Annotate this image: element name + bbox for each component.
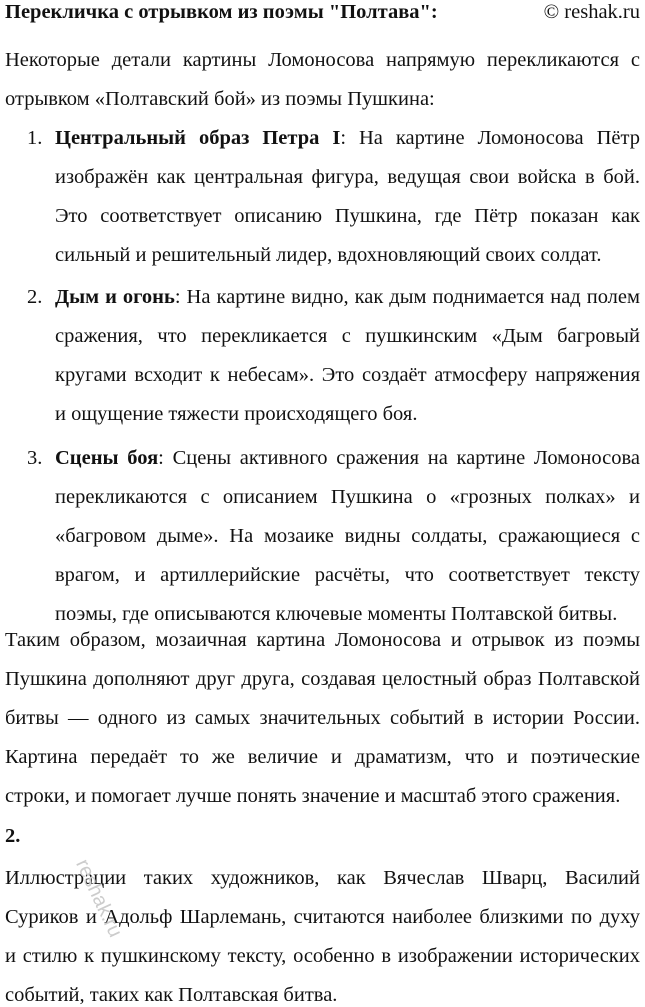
section2-line: Суриков и Адольф Шарлемань, считаются наиболее близкими по духу — [5, 906, 640, 928]
list-item-line: «багровом дыме». На мозаике видны солдаты, сражающиеся с — [55, 525, 640, 547]
section2-line: Иллюстрации таких художников, как Вячеслав Шварц, Василий — [5, 867, 640, 889]
conclusion-line: битвы — одного из самых значительных событий в истории России. — [5, 707, 640, 729]
list-item-heading: Центральный образ Петра I — [55, 127, 341, 149]
list-item-line: сражения, что перекликается с пушкинским «Дым багровый — [55, 325, 640, 347]
list-item-text: : Сцены активного сражения на картине Ломоносова — [158, 447, 640, 469]
list-item-line: поэмы, где описываются ключевые моменты Полтавской битвы. — [55, 603, 618, 625]
conclusion-line: Картина передаёт то же величие и драматизм, что и поэтические — [5, 746, 640, 768]
watermark: reshak.ru — [71, 855, 127, 941]
conclusion-line: Таким образом, мозаичная картина Ломоносова и отрывок из поэмы — [5, 629, 640, 651]
list-item-line: кругами всходит к небесам». Это создаёт атмосферу напряжения — [55, 364, 640, 386]
list-item-line: изображён как центральная фигура, ведущая свои войска в бой. — [55, 166, 640, 188]
list-number: 2. — [27, 286, 43, 308]
list-item-text: : На картине видно, как дым поднимается над полем — [174, 286, 640, 308]
list-item-line: и ощущение тяжести происходящего боя. — [55, 403, 418, 425]
list-item-line: перекликаются с описанием Пушкина о «грозных полках» и — [55, 486, 640, 508]
section2-line: и стилю к пушкинскому тексту, особенно в изображении исторических — [5, 945, 640, 967]
copyright: © reshak.ru — [543, 1, 640, 23]
list-item-first-line — [55, 285, 640, 309]
list-item-line: сильный и решительный лидер, вдохновляющий своих солдат. — [55, 244, 602, 266]
list-number: 1. — [27, 127, 43, 149]
conclusion-line: строки, и помогает лучше понять значение и масштаб этого сражения. — [5, 785, 621, 807]
list-item-heading: Сцены боя — [55, 447, 159, 469]
list-item-first-line — [55, 126, 640, 150]
list-number: 3. — [27, 447, 43, 469]
list-item-line: врагом, и артиллерийские расчёты, что соответствует тексту — [55, 564, 640, 586]
intro-line: Некоторые детали картины Ломоносова напрямую перекликаются с — [5, 49, 640, 71]
section-number: 2. — [5, 825, 21, 847]
list-item-text: : На картине Ломоносова Пётр — [340, 127, 640, 149]
conclusion-line: Пушкина дополняют друг друга, создавая целостный образ Полтавской — [5, 668, 640, 690]
page-title: Перекличка с отрывком из поэмы "Полтава": — [5, 1, 438, 23]
list-item-first-line — [55, 446, 640, 470]
section2-line: событий, таких как Полтавская битва. — [5, 984, 338, 1006]
list-item-line: Это соответствует описанию Пушкина, где Пётр показан как — [55, 205, 640, 227]
intro-line: отрывком «Полтавский бой» из поэмы Пушкина: — [5, 88, 435, 110]
list-item-heading: Дым и огонь — [55, 286, 175, 308]
